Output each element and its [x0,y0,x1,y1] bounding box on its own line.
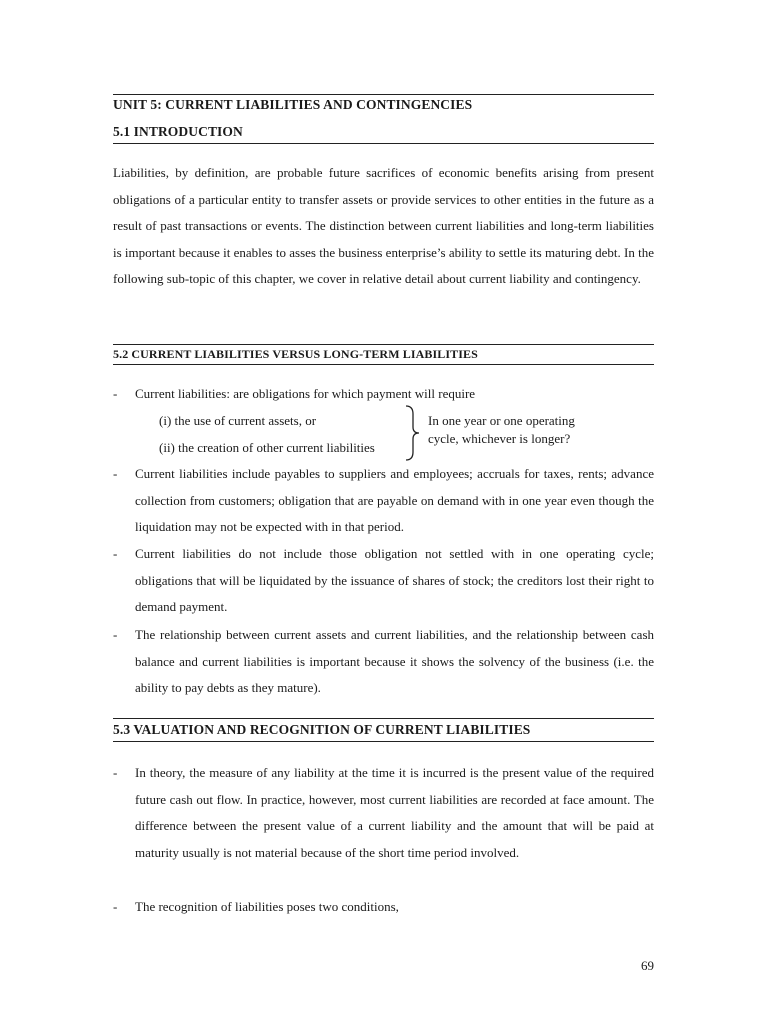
curly-brace-icon [403,405,425,461]
bullet-dash: - [113,386,118,401]
page-number: 69 [641,958,654,973]
bullet-text: In theory, the measure of any liability at the time it is incurred is the present value of the required future cash out flow. In practice, however, most current liabilities are recorded at face amount. The difference between the present value of a current liability and the amount that will be paid at maturity usually is not material because of the short time period involved. [135,765,654,860]
bullet-dash: - [113,899,118,914]
bullet-text: Current liabilities include payables to suppliers and employees; accruals for taxes, rents; advance collection from customers; obligation that are payable on demand with in one year even though the liquidation may not be expected with in that period. [135,466,654,535]
unit-title: UNIT 5: CURRENT LIABILITIES AND CONTINGENCIES [113,97,473,112]
list-item [113,622,654,702]
list-item [113,461,654,541]
intro-paragraph: Liabilities, by definition, are probable future sacrifices of economic benefits arising from present obligations of a particular entity to transfer assets or provide services to other entities in the future as a result of past transactions or events. The distinction between current liabilities and long-term liabilities is important because it enables to asses the business enterprise’s ability to settle its maturing debt. In the following sub-topic of this chapter, we cover in relative detail about current liability and contingency. [113,165,654,287]
section-5-3-bottom-rule [113,741,654,742]
section-5-3-top-rule [113,718,654,719]
bullet-dash: - [113,627,118,642]
sub-item-ii: (ii) the creation of other current liabilities [159,440,375,455]
section-5-2-bottom-rule [113,364,654,365]
list-item [113,541,654,621]
brace-note-line-1: In one year or one operating [428,413,575,428]
bullet-dash: - [113,466,118,481]
bullet-text: Current liabilities: are obligations for which payment will require [135,386,476,401]
section-5-2-heading: 5.2 CURRENT LIABILITIES VERSUS LONG-TERM LIABILITIES [113,347,478,361]
top-rule [113,94,654,95]
bullet-text: The recognition of liabilities poses two conditions, [135,899,399,914]
list-item [113,894,654,921]
sub-item-i: (i) the use of current assets, or [159,413,317,428]
section-5-1-rule [113,143,654,144]
list-item [113,760,654,866]
section-5-2-top-rule [113,344,654,345]
brace-note-line-2: cycle, whichever is longer? [428,431,571,446]
bullet-text: Current liabilities do not include those obligation not settled with in one operating cycle; obligations that will be liquidated by the issuance of shares of stock; the creditors lost their right to demand payment. [135,546,654,615]
bullet-text: The relationship between current assets and current liabilities, and the relationship between cash balance and current liabilities is important because it shows the solvency of the business (i.e. the ability to pay debts as they mature). [135,627,654,696]
section-5-3-heading: 5.3 VALUATION AND RECOGNITION OF CURRENT LIABILITIES [113,722,531,737]
section-5-1-heading: 5.1 INTRODUCTION [113,124,243,139]
bullet-dash: - [113,546,118,561]
list-item [113,381,654,408]
bullet-dash: - [113,765,118,780]
